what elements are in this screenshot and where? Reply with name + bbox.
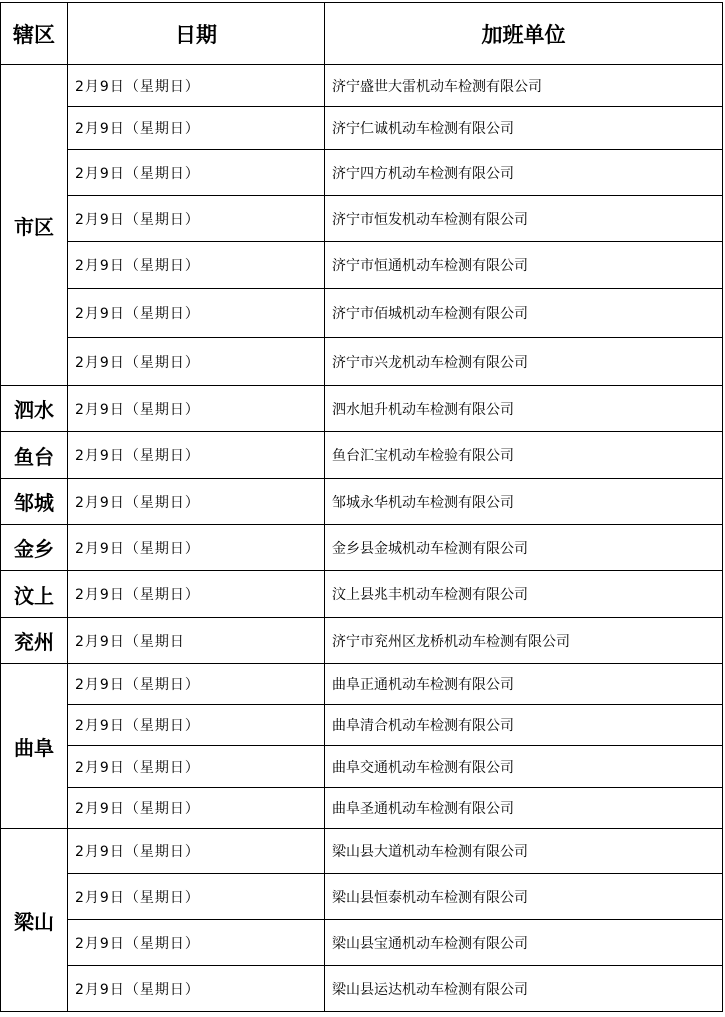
unit-cell: 梁山县运达机动车检测有限公司 <box>325 966 723 1012</box>
district-cell: 鱼台 <box>1 432 68 479</box>
unit-cell: 济宁市兖州区龙桥机动车检测有限公司 <box>325 618 723 664</box>
header-district: 辖区 <box>1 3 68 65</box>
table-row <box>1 338 723 386</box>
table-row <box>1 150 723 196</box>
table-row <box>1 525 723 571</box>
table-row <box>1 107 723 150</box>
unit-cell: 金乡县金城机动车检测有限公司 <box>325 525 723 571</box>
table-row <box>1 705 723 746</box>
unit-cell: 曲阜正通机动车检测有限公司 <box>325 664 723 705</box>
date-cell: 2月9日（星期日） <box>68 479 325 525</box>
table-row <box>1 242 723 289</box>
unit-cell: 梁山县大道机动车检测有限公司 <box>325 829 723 874</box>
date-cell: 2月9日（星期日） <box>68 289 325 338</box>
date-cell: 2月9日（星期日） <box>68 920 325 966</box>
date-cell: 2月9日（星期日） <box>68 107 325 150</box>
table-row <box>1 618 723 664</box>
unit-cell: 济宁市恒通机动车检测有限公司 <box>325 242 723 289</box>
date-cell: 2月9日（星期日） <box>68 150 325 196</box>
unit-cell: 鱼台汇宝机动车检验有限公司 <box>325 432 723 479</box>
district-cell: 梁山 <box>1 829 68 1012</box>
date-cell: 2月9日（星期日） <box>68 746 325 788</box>
unit-cell: 邹城永华机动车检测有限公司 <box>325 479 723 525</box>
date-cell: 2月9日（星期日） <box>68 525 325 571</box>
district-cell: 金乡 <box>1 525 68 571</box>
unit-cell: 曲阜清合机动车检测有限公司 <box>325 705 723 746</box>
unit-cell: 汶上县兆丰机动车检测有限公司 <box>325 571 723 618</box>
unit-cell: 曲阜交通机动车检测有限公司 <box>325 746 723 788</box>
table-row <box>1 829 723 874</box>
table-row <box>1 289 723 338</box>
table-row <box>1 571 723 618</box>
unit-cell: 济宁市兴龙机动车检测有限公司 <box>325 338 723 386</box>
table-row <box>1 386 723 432</box>
unit-cell: 济宁四方机动车检测有限公司 <box>325 150 723 196</box>
unit-cell: 济宁市佰城机动车检测有限公司 <box>325 289 723 338</box>
header-row <box>1 3 723 65</box>
table-row <box>1 746 723 788</box>
date-cell: 2月9日（星期日） <box>68 874 325 920</box>
district-cell: 曲阜 <box>1 664 68 829</box>
unit-cell: 济宁仁诚机动车检测有限公司 <box>325 107 723 150</box>
date-cell: 2月9日（星期日） <box>68 386 325 432</box>
header-unit: 加班单位 <box>325 3 723 65</box>
date-cell: 2月9日（星期日） <box>68 966 325 1012</box>
date-cell: 2月9日（星期日） <box>68 571 325 618</box>
district-cell: 邹城 <box>1 479 68 525</box>
date-cell: 2月9日（星期日） <box>68 788 325 829</box>
date-cell: 2月9日（星期日） <box>68 664 325 705</box>
date-cell: 2月9日（星期日） <box>68 829 325 874</box>
date-cell: 2月9日（星期日 <box>68 618 325 664</box>
unit-cell: 济宁盛世大雷机动车检测有限公司 <box>325 65 723 107</box>
unit-cell: 曲阜圣通机动车检测有限公司 <box>325 788 723 829</box>
table-row <box>1 664 723 705</box>
date-cell: 2月9日（星期日） <box>68 432 325 479</box>
table-row <box>1 479 723 525</box>
date-cell: 2月9日（星期日） <box>68 196 325 242</box>
header-date: 日期 <box>68 3 325 65</box>
district-cell: 泗水 <box>1 386 68 432</box>
table-row <box>1 874 723 920</box>
district-cell: 汶上 <box>1 571 68 618</box>
unit-cell: 泗水旭升机动车检测有限公司 <box>325 386 723 432</box>
overtime-schedule-table <box>0 2 723 1012</box>
table-row <box>1 432 723 479</box>
date-cell: 2月9日（星期日） <box>68 65 325 107</box>
date-cell: 2月9日（星期日） <box>68 705 325 746</box>
table-row <box>1 966 723 1012</box>
district-cell: 兖州 <box>1 618 68 664</box>
table-row <box>1 920 723 966</box>
date-cell: 2月9日（星期日） <box>68 242 325 289</box>
unit-cell: 梁山县宝通机动车检测有限公司 <box>325 920 723 966</box>
table-row <box>1 788 723 829</box>
unit-cell: 梁山县恒泰机动车检测有限公司 <box>325 874 723 920</box>
table-row <box>1 196 723 242</box>
table-row <box>1 65 723 107</box>
unit-cell: 济宁市恒发机动车检测有限公司 <box>325 196 723 242</box>
district-cell: 市区 <box>1 65 68 386</box>
date-cell: 2月9日（星期日） <box>68 338 325 386</box>
